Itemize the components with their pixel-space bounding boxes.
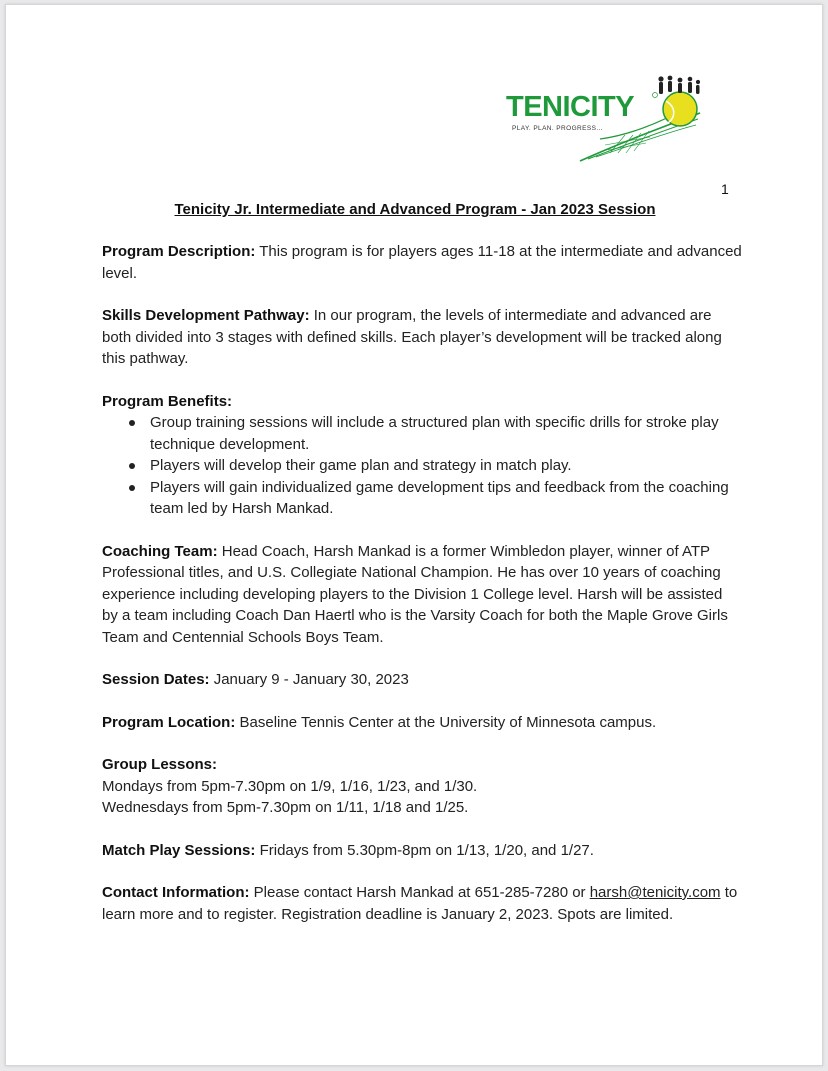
coaching-team-label: Coaching Team: [102,542,218,560]
logo-wordmark: TENICITY [506,91,635,123]
contact-information [102,882,742,925]
skills-pathway-text: In our program, the levels of intermediate and advanced are both divided into 3 stages with defined skills. Each player’s development will be tracked along this pathway. [102,307,722,367]
session-dates [102,669,742,691]
program-description [102,241,742,284]
page-number: 1 [721,181,729,197]
logo-tagline: PLAY. PLAN. PROGRESS... [512,125,603,132]
group-lessons-monday: Mondays from 5pm-7.30pm on 1/9, 1/16, 1/23, and 1/30. [102,777,478,795]
group-lessons-wednesday: Wednesdays from 5pm-7.30pm on 1/11, 1/18 and 1/25. [102,799,469,816]
match-play-sessions [102,840,742,862]
program-location-text: Baseline Tennis Center at the University of Minnesota campus. [235,713,657,731]
document-body [102,241,742,946]
coaching-team [102,541,742,649]
benefit-item: Players will gain individualized game development tips and feedback from the coaching team led by Harsh Mankad. [126,477,742,520]
match-play-label: Match Play Sessions: [102,841,256,859]
skills-pathway-label: Skills Development Pathway: [102,307,310,324]
benefit-item: Players will develop their game plan and strategy in match play. [126,455,742,477]
benefit-item: Group training sessions will include a structured plan with specific drills for stroke play technique development. [126,412,742,455]
program-benefits-heading [102,391,742,413]
contact-text-start: Please contact Harsh Mankad at 651-285-7280 or [249,884,590,901]
contact-text-end: to learn more and to register. Registration deadline is January 2, 2023. Spots are limited. [102,884,738,923]
session-dates-text: January 9 - January 30, 2023 [209,671,409,688]
group-lessons-label: Group Lessons: [102,756,218,773]
coaching-team-text: Head Coach, Harsh Mankad is a former Wimbledon player, winner of ATP Professional titles, and U.S. Collegiate National Champion. He has over 10 years of coaching experience including developing players to the Division 1 College level. Harsh will be assisted by a team including Coach Dan Haertl who is the Varsity Coach for both the Maple Grove Girls Team and Centennial Schools Boys Team. [102,542,728,646]
program-description-text: This program is for players ages 11-18 at the intermediate and advanced level. [102,243,742,282]
session-dates-label: Session Dates: [102,671,210,688]
program-location [102,712,742,734]
document-page [5,4,823,1066]
match-play-text: Fridays from 5.30pm-8pm on 1/13, 1/20, and 1/27. [255,841,594,859]
program-location-label: Program Location: [102,713,236,731]
tenicity-logo [500,73,710,163]
group-lessons [102,754,742,819]
program-description-label: Program Description: [102,243,256,260]
program-benefits-label: Program Benefits: [102,392,233,410]
contact-label: Contact Information: [102,884,250,901]
contact-email-link[interactable]: harsh@tenicity.com [589,884,721,901]
skills-pathway [102,305,742,370]
document-title: Tenicity Jr. Intermediate and Advanced Program - Jan 2023 Session [174,201,656,218]
program-benefits-list [102,412,742,520]
